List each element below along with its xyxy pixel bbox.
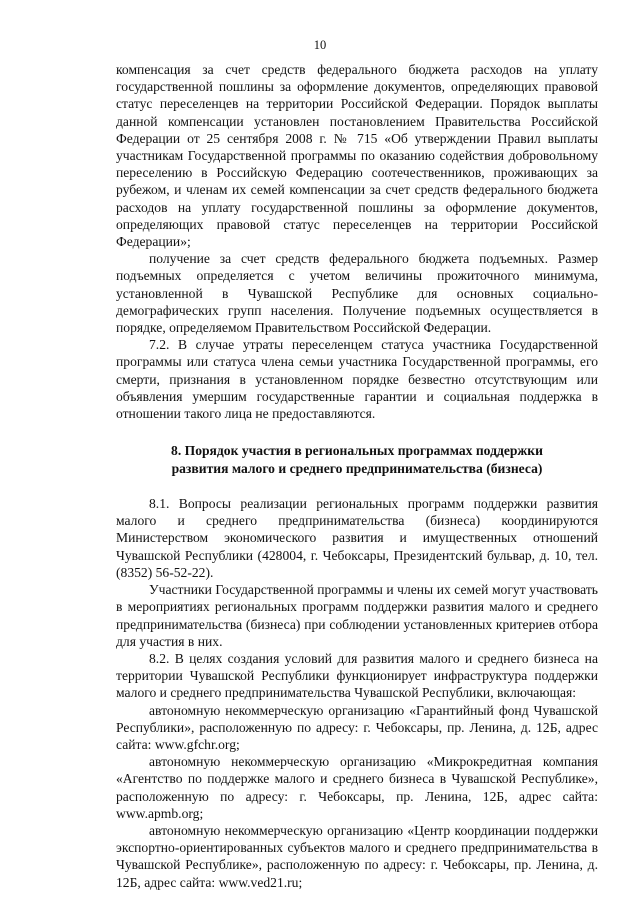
paragraph-compensation-continued: компенсация за счет средств федерального бюджета расходов на уплату государственной пошлины за оформление документов, определяющих правовой статус переселенцев на территории Российской Федерации. Порядок выплаты данной компенсации установлен постановлением Правительства Российской Федерации от 25 сентября 2008 г. № 715 «Об утверждении Правил выплаты участникам Государственной программы по оказанию содействия добровольному переселению в Российскую Федерацию соотечественников, проживающих за рубежом, и членам их семей компенсации за счет средств федерального бюджета расходов на уплату государственной пошлины за оформление документов, определяющих правовой статус переселенцев на территории Российской Федерации»; (116, 62, 598, 250)
paragraph-lifting-allowance: получение за счет средств федерального бюджета подъемных. Размер подъемных определяется с учетом величины прожиточного минимума, установленной в Чувашской Республике для основных социально-демографических групп населения. Получение подъемных осуществляется в порядке, определяемом Правительством Российской Федерации. (116, 251, 598, 336)
section-8-title (116, 442, 598, 477)
list-item-export-center: автономную некоммерческую организацию «Центр координации поддержки экспортно-ориентированных субъектов малого и среднего предпринимательства в Чувашской Республике», расположенную по адресу: г. Чебоксары, пр. Ленина, д. 12Б, адрес сайта: www.ved21.ru; (116, 822, 598, 890)
section-8-title-line-1: 8. Порядок участия в региональных программах поддержки (171, 443, 543, 459)
paragraph-7-2: 7.2. В случае утраты переселенцем статуса участника Государственной программы или статуса члена семьи участника Государственной программы, его смерти, признания в установленном порядке безвестно отсутствующим или объявления умершим государственные гарантии и социальная поддержка в отношении такого лица не предоставляются. (116, 337, 598, 422)
list-item-microcredit-company: автономную некоммерческую организацию «Микрокредитная компания «Агентство по поддержке малого и среднего бизнеса в Чувашской Республике», расположенную по адресу: г. Чебоксары, пр. Ленина, 12Б, адрес сайта: www.apmb.org; (116, 754, 598, 821)
document-body (116, 61, 598, 891)
section-8-title-line-2: развития малого и среднего предпринимательства (бизнеса) (171, 460, 543, 476)
list-item-guarantee-fund: автономную некоммерческую организацию «Гарантийный фонд Чувашской Республики», расположенную по адресу: г. Чебоксары, пр. Ленина, д. 12Б, адрес сайта: www.gfchr.org; (116, 702, 598, 752)
paragraph-8-1: 8.1. Вопросы реализации региональных программ поддержки развития малого и среднего предпринимательства (бизнеса) координируются Министерством экономического развития и имущественных отношений Чувашской Республики (428004, г. Чебоксары, Президентский бульвар, д. 10, тел. (8352) 56-52-22). (116, 496, 598, 580)
page-number: 10 (313, 38, 327, 52)
paragraph-8-2: 8.2. В целях создания условий для развития малого и среднего бизнеса на территории Чувашской Республики функционирует инфраструктура поддержки малого и среднего предпринимательства Чувашской Республики, включающая: (116, 650, 598, 701)
paragraph-participants: Участники Государственной программы и члены их семей могут участвовать в мероприятиях региональных программ поддержки развития малого и среднего предпринимательства (бизнеса) при соблюдении установленных критериев отбора для участия в них. (116, 582, 598, 649)
